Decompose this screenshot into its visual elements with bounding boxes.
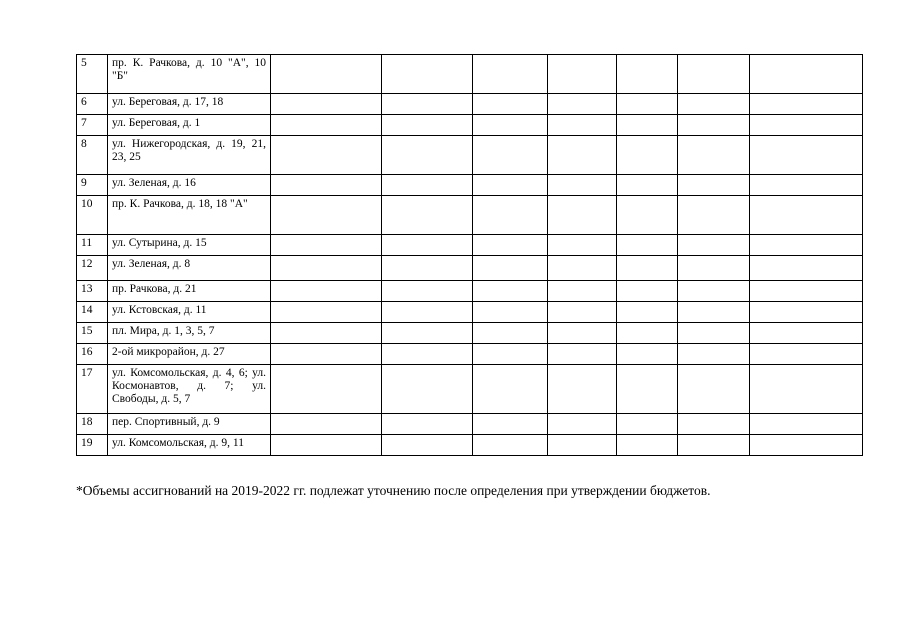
empty-cell	[678, 175, 750, 196]
empty-cell	[750, 235, 863, 256]
empty-cell	[548, 55, 617, 94]
row-address: ул. Комсомольская, д. 4, 6; ул. Космонавтов, д. 7; ул. Свободы, д. 5, 7	[108, 365, 271, 414]
empty-cell	[271, 323, 382, 344]
empty-cell	[271, 365, 382, 414]
table-row	[77, 196, 863, 235]
empty-cell	[678, 55, 750, 94]
empty-cell	[271, 94, 382, 115]
address-table	[76, 54, 863, 456]
row-address: ул. Нижегородская, д. 19, 21, 23, 25	[108, 136, 271, 175]
empty-cell	[750, 414, 863, 435]
empty-cell	[750, 365, 863, 414]
row-address: ул. Кстовская, д. 11	[108, 302, 271, 323]
row-address: пер. Спортивный, д. 9	[108, 414, 271, 435]
empty-cell	[617, 235, 678, 256]
empty-cell	[271, 196, 382, 235]
row-number: 18	[77, 414, 108, 435]
empty-cell	[678, 196, 750, 235]
empty-cell	[382, 94, 473, 115]
empty-cell	[750, 115, 863, 136]
row-number: 12	[77, 256, 108, 281]
row-number: 16	[77, 344, 108, 365]
empty-cell	[617, 94, 678, 115]
row-number: 11	[77, 235, 108, 256]
empty-cell	[473, 235, 548, 256]
empty-cell	[382, 256, 473, 281]
table-row	[77, 323, 863, 344]
empty-cell	[617, 414, 678, 435]
empty-cell	[271, 115, 382, 136]
empty-cell	[678, 344, 750, 365]
table-row	[77, 414, 863, 435]
empty-cell	[382, 435, 473, 456]
table-row	[77, 344, 863, 365]
empty-cell	[382, 235, 473, 256]
empty-cell	[473, 344, 548, 365]
empty-cell	[750, 435, 863, 456]
table-row	[77, 235, 863, 256]
table-row	[77, 175, 863, 196]
empty-cell	[382, 196, 473, 235]
empty-cell	[617, 256, 678, 281]
row-address: ул. Зеленая, д. 16	[108, 175, 271, 196]
row-number: 5	[77, 55, 108, 94]
empty-cell	[678, 323, 750, 344]
empty-cell	[548, 136, 617, 175]
empty-cell	[548, 344, 617, 365]
empty-cell	[548, 94, 617, 115]
empty-cell	[750, 344, 863, 365]
empty-cell	[678, 235, 750, 256]
empty-cell	[382, 55, 473, 94]
empty-cell	[271, 175, 382, 196]
empty-cell	[678, 136, 750, 175]
row-number: 9	[77, 175, 108, 196]
empty-cell	[548, 302, 617, 323]
empty-cell	[548, 365, 617, 414]
empty-cell	[473, 302, 548, 323]
empty-cell	[750, 323, 863, 344]
table-row	[77, 302, 863, 323]
empty-cell	[382, 302, 473, 323]
table-row	[77, 94, 863, 115]
row-number: 7	[77, 115, 108, 136]
empty-cell	[678, 435, 750, 456]
row-address: пр. Рачкова, д. 21	[108, 281, 271, 302]
empty-cell	[473, 365, 548, 414]
row-number: 15	[77, 323, 108, 344]
empty-cell	[617, 344, 678, 365]
table-row	[77, 55, 863, 94]
row-number: 13	[77, 281, 108, 302]
row-number: 19	[77, 435, 108, 456]
row-number: 14	[77, 302, 108, 323]
empty-cell	[473, 175, 548, 196]
table-row	[77, 281, 863, 302]
empty-cell	[750, 196, 863, 235]
empty-cell	[548, 281, 617, 302]
empty-cell	[617, 323, 678, 344]
row-address: пр. К. Рачкова, д. 18, 18 "А"	[108, 196, 271, 235]
empty-cell	[473, 323, 548, 344]
row-address: пр. К. Рачкова, д. 10 "А", 10 "Б"	[108, 55, 271, 94]
row-number: 6	[77, 94, 108, 115]
empty-cell	[548, 175, 617, 196]
empty-cell	[548, 235, 617, 256]
empty-cell	[473, 115, 548, 136]
empty-cell	[750, 256, 863, 281]
budget-footnote: *Объемы ассигнований на 2019-2022 гг. подлежат уточнению после определения при утверждении бюджетов.	[76, 483, 711, 498]
empty-cell	[548, 435, 617, 456]
empty-cell	[750, 94, 863, 115]
empty-cell	[271, 435, 382, 456]
empty-cell	[473, 414, 548, 435]
empty-cell	[382, 365, 473, 414]
table-row	[77, 435, 863, 456]
row-address: 2-ой микрорайон, д. 27	[108, 344, 271, 365]
row-address: ул. Комсомольская, д. 9, 11	[108, 435, 271, 456]
empty-cell	[617, 115, 678, 136]
table-row	[77, 256, 863, 281]
row-address: пл. Мира, д. 1, 3, 5, 7	[108, 323, 271, 344]
empty-cell	[678, 302, 750, 323]
empty-cell	[382, 344, 473, 365]
empty-cell	[271, 302, 382, 323]
empty-cell	[548, 256, 617, 281]
row-number: 8	[77, 136, 108, 175]
empty-cell	[617, 196, 678, 235]
empty-cell	[548, 115, 617, 136]
empty-cell	[382, 281, 473, 302]
empty-cell	[271, 235, 382, 256]
row-address: ул. Береговая, д. 1	[108, 115, 271, 136]
empty-cell	[750, 302, 863, 323]
empty-cell	[473, 94, 548, 115]
empty-cell	[678, 365, 750, 414]
table-row	[77, 365, 863, 414]
empty-cell	[617, 55, 678, 94]
empty-cell	[271, 344, 382, 365]
empty-cell	[473, 136, 548, 175]
empty-cell	[750, 281, 863, 302]
empty-cell	[750, 175, 863, 196]
empty-cell	[617, 435, 678, 456]
empty-cell	[271, 136, 382, 175]
table-row	[77, 115, 863, 136]
empty-cell	[548, 323, 617, 344]
empty-cell	[678, 281, 750, 302]
row-address: ул. Зеленая, д. 8	[108, 256, 271, 281]
empty-cell	[750, 136, 863, 175]
empty-cell	[382, 115, 473, 136]
empty-cell	[271, 256, 382, 281]
empty-cell	[617, 281, 678, 302]
empty-cell	[678, 256, 750, 281]
empty-cell	[382, 136, 473, 175]
empty-cell	[473, 435, 548, 456]
empty-cell	[617, 136, 678, 175]
empty-cell	[548, 196, 617, 235]
empty-cell	[750, 55, 863, 94]
empty-cell	[382, 414, 473, 435]
empty-cell	[382, 175, 473, 196]
empty-cell	[473, 256, 548, 281]
empty-cell	[678, 414, 750, 435]
empty-cell	[473, 55, 548, 94]
row-number: 17	[77, 365, 108, 414]
empty-cell	[271, 414, 382, 435]
empty-cell	[271, 281, 382, 302]
empty-cell	[473, 281, 548, 302]
empty-cell	[617, 365, 678, 414]
empty-cell	[548, 414, 617, 435]
table-row	[77, 136, 863, 175]
row-number: 10	[77, 196, 108, 235]
empty-cell	[473, 196, 548, 235]
row-address: ул. Береговая, д. 17, 18	[108, 94, 271, 115]
empty-cell	[617, 302, 678, 323]
empty-cell	[678, 94, 750, 115]
empty-cell	[271, 55, 382, 94]
empty-cell	[382, 323, 473, 344]
empty-cell	[617, 175, 678, 196]
empty-cell	[678, 115, 750, 136]
row-address: ул. Сутырина, д. 15	[108, 235, 271, 256]
